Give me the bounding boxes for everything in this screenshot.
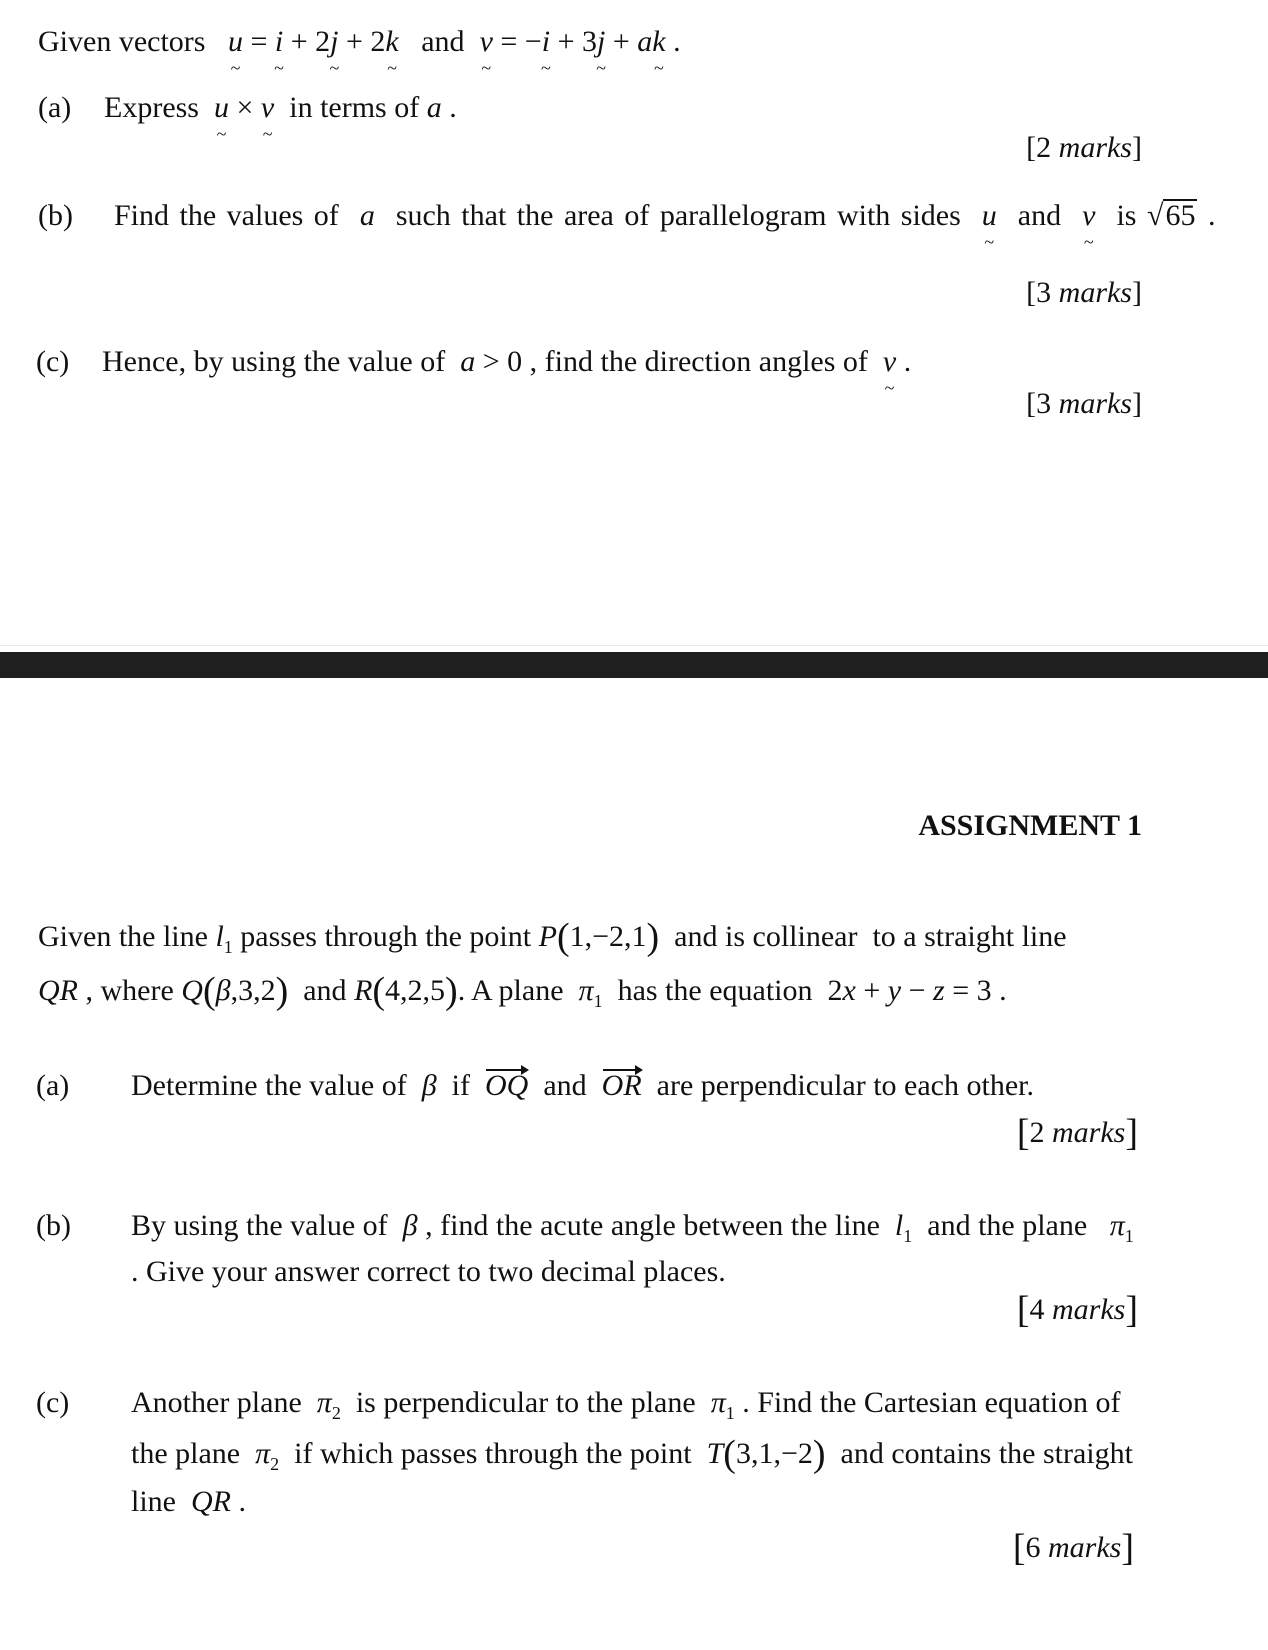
assignment-part-a-marks: [2 marks] [1016, 1112, 1138, 1154]
v-definition: v ~ = −i ~ + 3j ~ + ak ~ [480, 25, 666, 58]
q1-part-c-marks: [3 marks] [1026, 387, 1142, 420]
assignment-part-b-label: (b) [36, 1209, 71, 1242]
u-definition: u ~ = i ~ + 2j ~ + 2k ~ [228, 25, 399, 58]
q1-intro: Given vectors u ~ = i ~ + 2j ~ + 2k ~ and v ~ = −i ~ + 3j ~ + ak ~ . [38, 24, 681, 60]
assignment-part-b-marks: [4 marks] [1016, 1289, 1138, 1331]
assignment-part-c-label: (c) [36, 1386, 70, 1419]
q1-part-b-text: Find the values of a such that the area of parallelogram with sides u ~ and v ~ is √65 . [114, 198, 1215, 234]
assignment-intro-line-2: QR , where Q(β,3,2) and R(4,2,5). A plane $\pi_1$ has the equation 2x + y − z = 3 . [38, 970, 1007, 1012]
q1-part-c-label: (c) [36, 345, 70, 378]
q1-part-a-marks: [2 marks] [1026, 131, 1142, 164]
q1-part-c-text: Hence, by using the value of a > 0 , find the direction angles of v ~ . [102, 344, 911, 380]
assignment-part-c-text-2: the plane $\pi_2$ if which passes through the point T(3,1,−2) and contains the straight [131, 1433, 1133, 1475]
assignment-intro-line-1: Given the line $l_1$ passes through the point P(1,−2,1) and is collinear to a straight line [38, 916, 1067, 958]
q1-part-a-label: (a) [38, 91, 72, 124]
assignment-part-a-label: (a) [36, 1069, 70, 1102]
page-divider-bar [0, 652, 1268, 678]
page-divider-line [0, 645, 1268, 646]
assignment-part-c-text-1: Another plane $\pi_2$ is perpendicular to the plane $\pi_1$ . Find the Cartesian equation of [131, 1386, 1121, 1423]
assignment-part-c-text-3: line QR . [131, 1485, 246, 1518]
q1-part-b-label: (b) [38, 199, 73, 232]
q1-part-a-text: Express u ~ × v ~ in terms of a . [104, 90, 457, 126]
assignment-part-b-text-2: . Give your answer correct to two decimal places. [131, 1255, 726, 1288]
assignment-part-b-text-1: By using the value of β , find the acute angle between the line $l_1$ and the plane $\pi_1$ [131, 1209, 1134, 1246]
q1-part-b-marks: [3 marks] [1026, 276, 1142, 309]
assignment-part-a-text: Determine the value of β if OQ and OR are perpendicular to each other. [131, 1069, 1034, 1102]
assignment-heading: ASSIGNMENT 1 [918, 809, 1142, 842]
assignment-part-c-marks: [6 marks] [1012, 1527, 1134, 1569]
